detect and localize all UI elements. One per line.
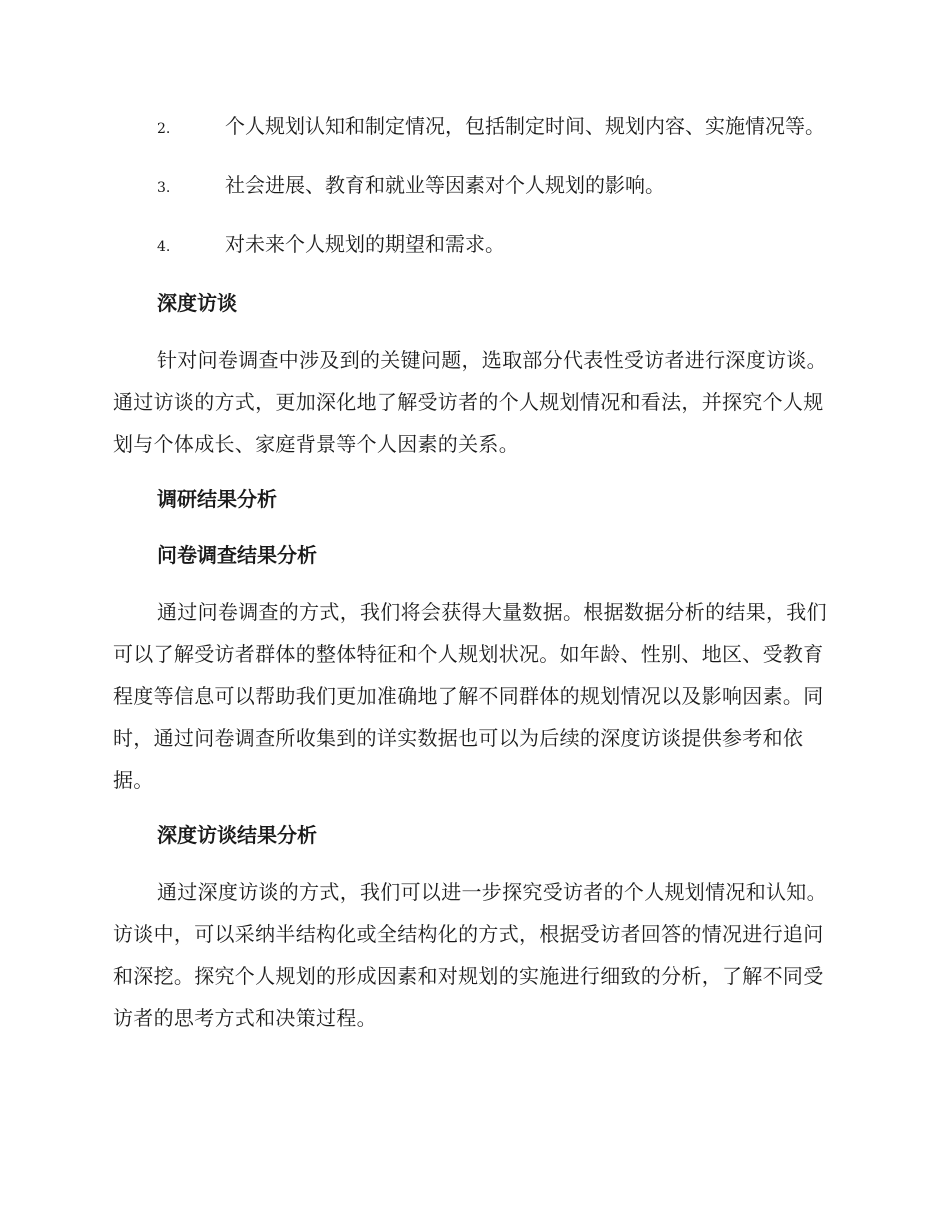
- section-heading-interview: 深度访谈: [157, 291, 237, 315]
- section-heading-survey-results: 问卷调查结果分析: [157, 543, 317, 567]
- list-item: [113, 165, 833, 209]
- section-heading-interview-results: 深度访谈结果分析: [157, 823, 317, 847]
- list-text: 社会进展、教育和就业等因素对个人规划的影响。: [225, 173, 665, 197]
- section-paragraph-survey-results: 通过问卷调查的方式，我们将会获得大量数据。根据数据分析的结果，我们可以了解受访者群体的整体特征和个人规划状况。如年龄、性别、地区、受教育程度等信息可以帮助我们更加准确地了解不同群体的规划情况以及影响因素。同时，通过问卷调查所收集到的详实数据也可以为后续的深度访谈提供参考和依据。: [113, 600, 827, 792]
- list-number: 3.: [157, 180, 171, 196]
- list-item: [113, 106, 833, 150]
- list-item: [113, 224, 833, 268]
- list-number: 4.: [157, 239, 171, 255]
- list-text: 个人规划认知和制定情况，包括制定时间、规划内容、实施情况等。: [225, 114, 825, 138]
- section-paragraph-interview: 针对问卷调查中涉及到的关键问题，选取部分代表性受访者进行深度访谈。通过访谈的方式，更加深化地了解受访者的个人规划情况和看法，并探究个人规划与个体成长、家庭背景等个人因素的关系。: [113, 348, 827, 456]
- section-paragraph-interview-results: 通过深度访谈的方式，我们可以进一步探究受访者的个人规划情况和认知。访谈中，可以采纳半结构化或全结构化的方式，根据受访者回答的情况进行追问和深挖。探究个人规划的形成因素和对规划的实施进行细致的分析，了解不同受访者的思考方式和决策过程。: [113, 880, 827, 1030]
- section-heading-results: 调研结果分析: [157, 487, 277, 511]
- list-text: 对未来个人规划的期望和需求。: [225, 232, 505, 256]
- list-number: 2.: [157, 121, 171, 137]
- document-body: [113, 106, 833, 1053]
